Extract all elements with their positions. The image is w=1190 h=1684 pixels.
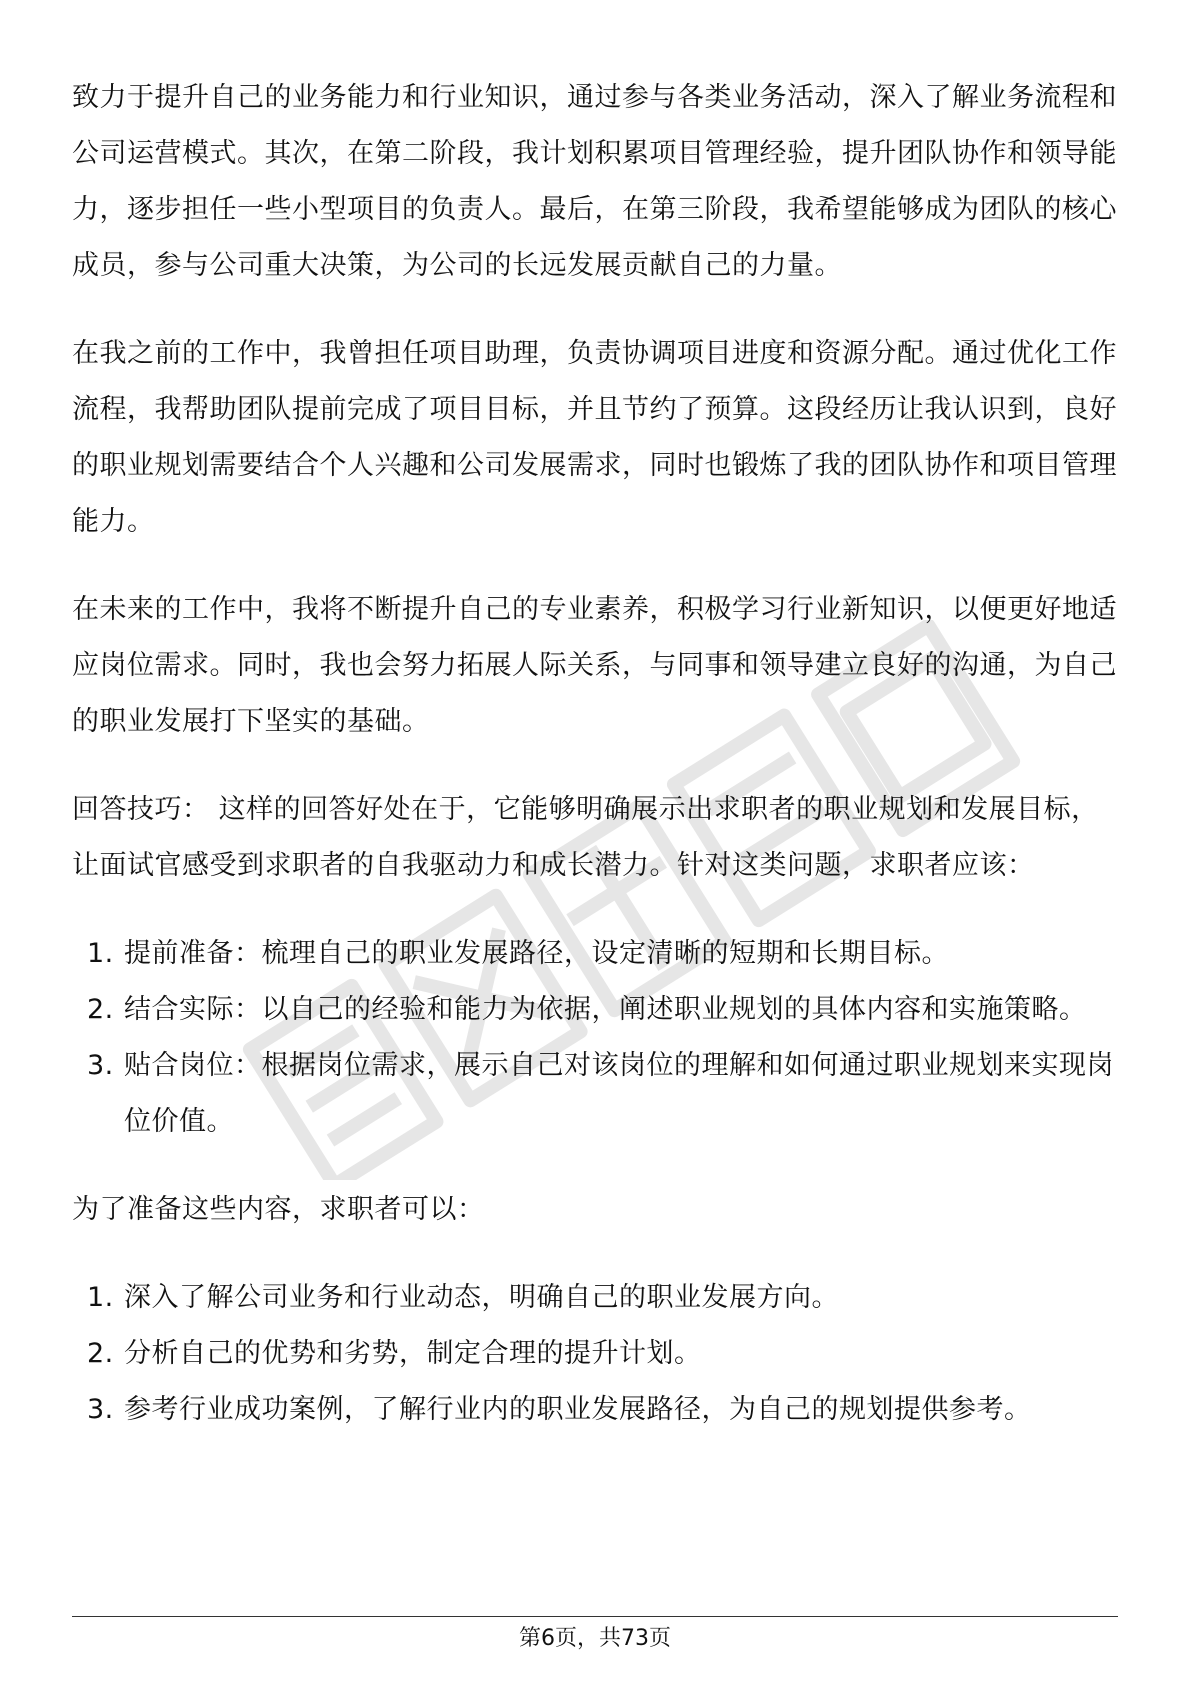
paragraph-answer-tips: 回答技巧： 这样的回答好处在于，它能够明确展示出求职者的职业规划和发展目标，让面试官感受到求职者的自我驱动力和成长潜力。针对这类问题，求职者应该： — [72, 794, 1099, 881]
paragraph-preparation: 为了准备这些内容，求职者可以： — [72, 1194, 485, 1225]
list-text: 深入了解公司业务和行业动态，明确自己的职业发展方向。 — [124, 1282, 839, 1313]
page-number: 第6页，共73页 — [519, 1626, 671, 1651]
list-text: 分析自己的优势和劣势，制定合理的提升计划。 — [124, 1338, 702, 1369]
list-item — [72, 982, 1118, 1038]
list-item — [72, 1326, 1118, 1382]
preparation-list — [72, 1270, 1118, 1438]
tips-list — [72, 926, 1118, 1150]
list-number: 2. — [87, 994, 114, 1025]
list-item — [72, 1270, 1118, 1326]
list-item — [72, 1382, 1118, 1438]
paragraph-career-stages: 致力于提升自己的业务能力和行业知识，通过参与各类业务活动，深入了解业务流程和公司运营模式。其次，在第二阶段，我计划积累项目管理经验，提升团队协作和领导能力，逐步担任一些小型项目的负责人。最后，在第三阶段，我希望能够成为团队的核心成员，参与公司重大决策，为公司的长远发展贡献自己的力量。 — [72, 82, 1117, 281]
footer-divider — [72, 1616, 1118, 1617]
list-text: 贴合岗位：根据岗位需求，展示自己对该岗位的理解和如何通过职业规划来实现岗位价值。 — [124, 1050, 1114, 1137]
list-item — [72, 926, 1118, 982]
document-body — [72, 70, 1118, 1438]
list-number: 1. — [87, 938, 114, 969]
list-number: 2. — [87, 1338, 114, 1369]
list-number: 3. — [87, 1050, 114, 1081]
list-text: 提前准备：梳理自己的职业发展路径，设定清晰的短期和长期目标。 — [124, 938, 949, 969]
list-number: 3. — [87, 1394, 114, 1425]
paragraph-past-experience: 在我之前的工作中，我曾担任项目助理，负责协调项目进度和资源分配。通过优化工作流程，我帮助团队提前完成了项目目标，并且节约了预算。这段经历让我认识到，良好的职业规划需要结合个人兴趣和公司发展需求，同时也锻炼了我的团队协作和项目管理能力。 — [72, 338, 1117, 537]
list-text: 参考行业成功案例，了解行业内的职业发展路径，为自己的规划提供参考。 — [124, 1394, 1032, 1425]
list-item — [72, 1038, 1118, 1150]
list-text: 结合实际：以自己的经验和能力为依据，阐述职业规划的具体内容和实施策略。 — [124, 994, 1087, 1025]
paragraph-future-work: 在未来的工作中，我将不断提升自己的专业素养，积极学习行业新知识，以便更好地适应岗位需求。同时，我也会努力拓展人际关系，与同事和领导建立良好的沟通，为自己的职业发展打下坚实的基础。 — [72, 594, 1117, 737]
list-number: 1. — [87, 1282, 114, 1313]
